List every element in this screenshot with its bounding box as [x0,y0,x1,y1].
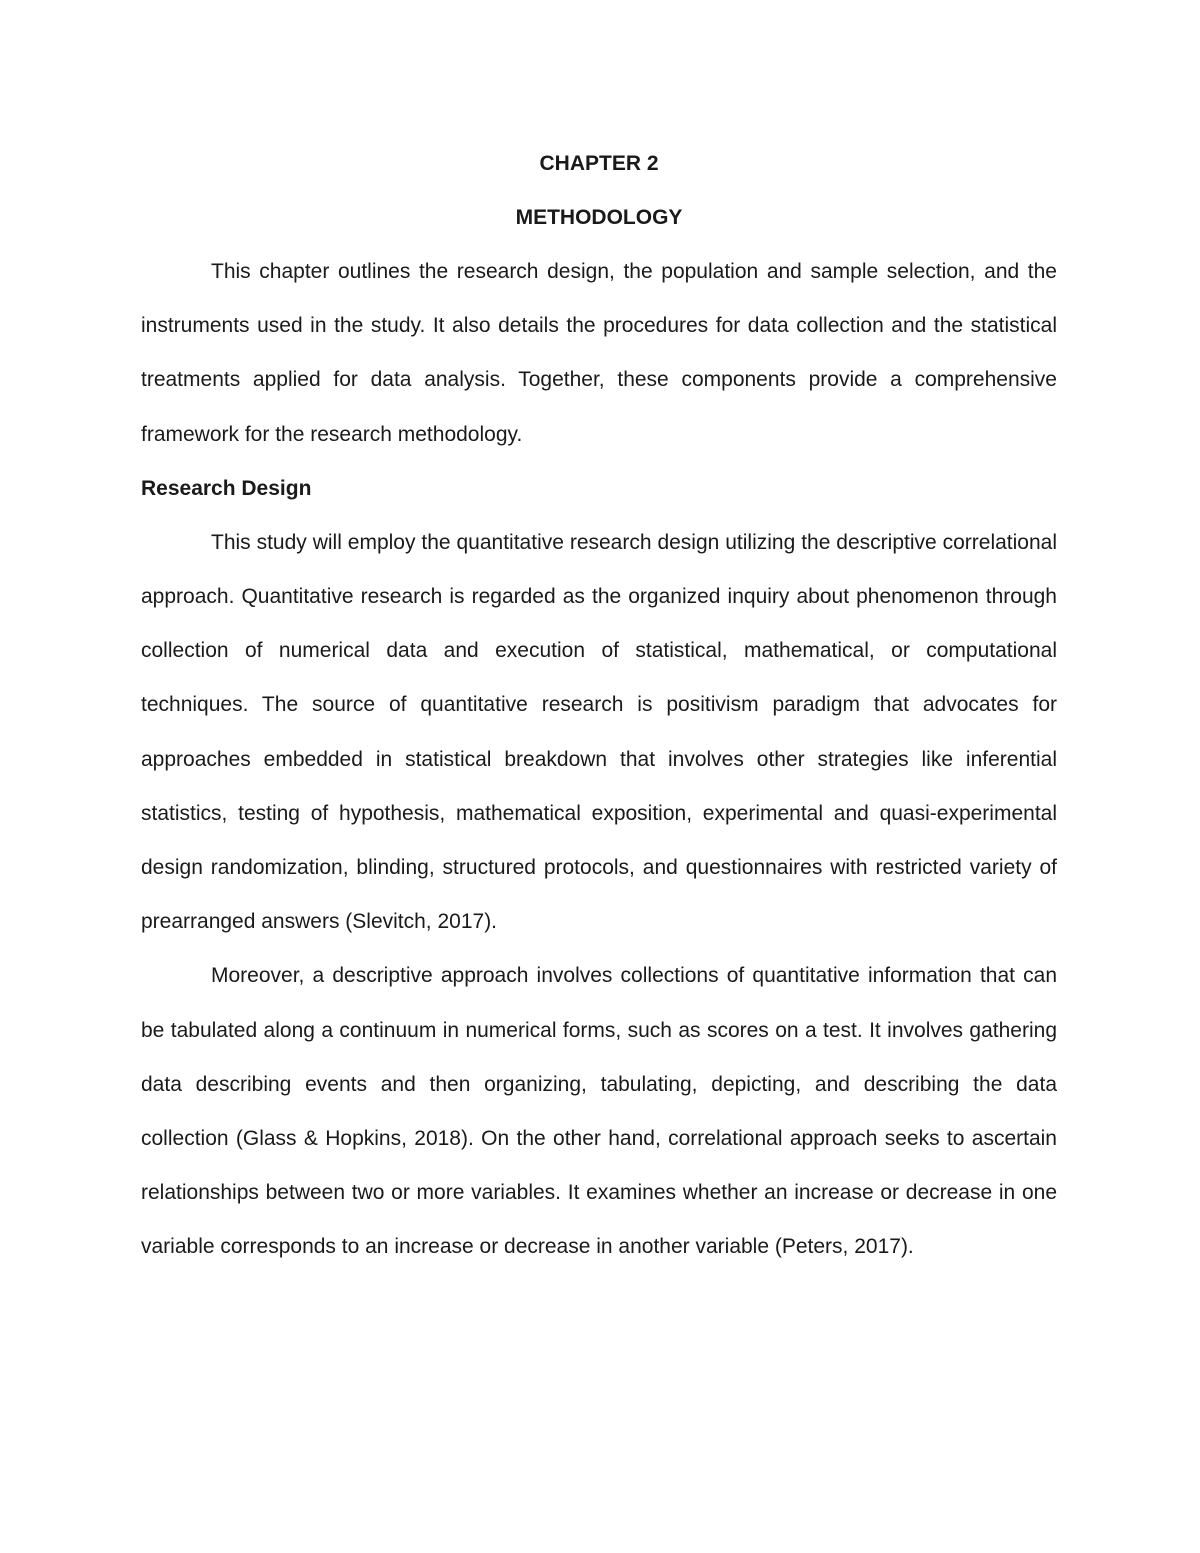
chapter-title: METHODOLOGY [515,206,683,229]
document-page [141,137,1057,1275]
chapter-number: CHAPTER 2 [539,152,659,175]
research-design-paragraph-1: This study will employ the quantitative research design utilizing the descriptive correlational approach. Quantitative research is regarded as the organized inquiry about phenomenon through collection of numerical data and execution of statistical, mathematical, or computational techniques. The source of quantitative research is positivism paradigm that advocates for approaches embedded in statistical breakdown that involves other strategies like inferential statistics, testing of hypothesis, mathematical exposition, experimental and quasi-experimental design randomization, blinding, structured protocols, and questionnaires with restricted variety of prearranged answers (Slevitch, 2017). [141,530,1057,934]
intro-paragraph: This chapter outlines the research design, the population and sample selection, and the instruments used in the study. It also details the procedures for data collection and the statistical treatments applied for data analysis. Together, these components provide a comprehensive framework for the research methodology. [141,260,1057,446]
research-design-paragraph-2: Moreover, a descriptive approach involves collections of quantitative information that can be tabulated along a continuum in numerical forms, such as scores on a test. It involves gathering data describing events and then organizing, tabulating, depicting, and describing the data collection (Glass & Hopkins, 2018). On the other hand, correlational approach seeks to ascertain relationships between two or more variables. It examines whether an increase or decrease in one variable corresponds to an increase or decrease in another variable (Peters, 2017). [141,964,1057,1259]
section-heading-research-design: Research Design [141,476,312,500]
